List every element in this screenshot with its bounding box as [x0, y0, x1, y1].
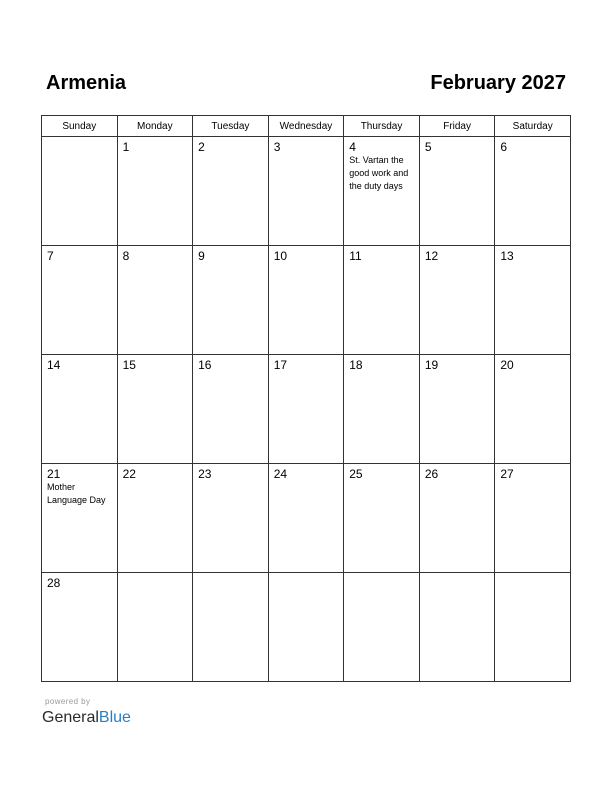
calendar-body	[42, 137, 571, 682]
day-number: 22	[122, 467, 136, 481]
day-cell	[344, 137, 420, 246]
brand-general: General	[42, 709, 99, 726]
weekday-thursday: Thursday	[344, 116, 420, 137]
day-cell	[42, 137, 118, 246]
brand-blue: Blue	[98, 709, 131, 726]
day-cell	[344, 246, 420, 355]
footer-branding	[42, 697, 131, 728]
weekday-saturday: Saturday	[495, 116, 571, 137]
day-cell	[42, 464, 118, 573]
week-row	[42, 246, 571, 355]
day-cell	[419, 246, 495, 355]
powered-by-label: powered by	[45, 697, 91, 706]
day-cell	[117, 137, 193, 246]
day-cell	[419, 137, 495, 246]
day-cell	[193, 355, 269, 464]
holiday-label: Mother Language Day	[47, 482, 106, 505]
day-cell	[268, 137, 344, 246]
day-number: 24	[273, 467, 288, 481]
day-number: 3	[273, 140, 281, 154]
day-cell	[42, 246, 118, 355]
day-number: 21	[47, 467, 61, 481]
day-number: 18	[349, 358, 363, 372]
month-title: February 2027	[430, 72, 566, 94]
day-cell	[495, 573, 571, 682]
day-number: 9	[198, 249, 205, 263]
weekday-sunday: Sunday	[42, 116, 118, 137]
weekday-wednesday: Wednesday	[268, 116, 344, 137]
day-cell	[193, 573, 269, 682]
day-cell	[117, 573, 193, 682]
day-number: 16	[198, 358, 212, 372]
day-number: 27	[500, 467, 514, 481]
country-title: Armenia	[46, 72, 127, 94]
day-number: 1	[122, 140, 130, 154]
day-number: 25	[349, 467, 363, 481]
week-row	[42, 355, 571, 464]
weekday-header-row	[42, 116, 571, 137]
day-number: 14	[47, 358, 61, 372]
day-cell	[193, 137, 269, 246]
day-number: 2	[198, 140, 205, 154]
day-cell	[419, 355, 495, 464]
weekday-monday: Monday	[117, 116, 193, 137]
day-number: 28	[47, 576, 61, 590]
day-number: 13	[500, 249, 514, 263]
day-number: 15	[122, 358, 136, 372]
day-cell	[495, 464, 571, 573]
day-cell	[117, 464, 193, 573]
day-cell	[419, 573, 495, 682]
day-number: 11	[349, 249, 362, 263]
day-cell	[42, 355, 118, 464]
day-cell	[419, 464, 495, 573]
day-cell	[344, 464, 420, 573]
day-number: 6	[500, 140, 508, 154]
day-number: 19	[424, 358, 439, 372]
day-cell	[268, 573, 344, 682]
day-cell	[495, 355, 571, 464]
day-number: 8	[122, 249, 130, 263]
week-row	[42, 573, 571, 682]
holiday-label: St. Vartan the good work and the duty days	[349, 155, 409, 191]
day-cell	[495, 137, 571, 246]
weekday-tuesday: Tuesday	[193, 116, 269, 137]
day-cell	[42, 573, 118, 682]
brand-logo	[42, 708, 131, 728]
day-number: 23	[198, 467, 212, 481]
day-cell	[268, 246, 344, 355]
day-number: 20	[500, 358, 514, 372]
day-cell	[495, 246, 571, 355]
day-cell	[268, 355, 344, 464]
day-cell	[268, 464, 344, 573]
calendar-grid	[41, 115, 571, 682]
day-number: 4	[349, 140, 356, 154]
day-cell	[193, 246, 269, 355]
day-number: 5	[424, 140, 432, 154]
weekday-friday: Friday	[419, 116, 495, 137]
day-cell	[344, 355, 420, 464]
day-cell	[344, 573, 420, 682]
day-number: 10	[273, 249, 288, 263]
day-number: 7	[47, 249, 54, 263]
day-number: 12	[424, 249, 439, 263]
day-cell	[117, 246, 193, 355]
week-row	[42, 137, 571, 246]
day-cell	[193, 464, 269, 573]
day-cell	[117, 355, 193, 464]
day-number: 26	[424, 467, 439, 481]
day-number: 17	[273, 358, 288, 372]
week-row	[42, 464, 571, 573]
